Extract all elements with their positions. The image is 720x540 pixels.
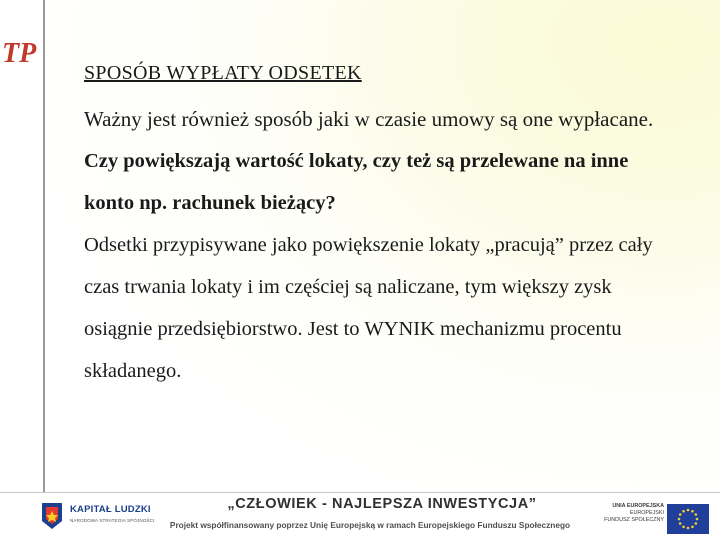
kapital-ludzki-name: KAPITAŁ LUDZKI	[70, 504, 151, 515]
eu-star	[694, 522, 697, 525]
footer-project-note: Projekt współfinansowany poprzez Unię Europejską w ramach Europejskiego Funduszu Społecznego	[169, 520, 571, 530]
tp-logo-text: TP	[2, 38, 37, 69]
eu-star	[691, 510, 694, 513]
paragraph-explanation: Odsetki przypisywane jako powiększenie lokaty „pracują” przez cały czas trwania lokaty i im częściej są naliczane, tym większy zysk osiągnie przedsiębiorstwo. Jest to WYNIK mechanizmu procentu składanego.	[84, 234, 653, 382]
paragraph-intro: Ważny jest również sposób jaki w czasie umowy są one wypłacane.	[84, 107, 654, 131]
eu-label-line3: FUNDUSZ SPOŁECZNY	[604, 517, 664, 523]
eu-star	[694, 513, 697, 516]
slide-content	[84, 56, 676, 392]
eu-label-line1: UNIA EUROPEJSKA	[612, 503, 664, 509]
eu-fund-label	[598, 503, 664, 524]
eu-flag-icon	[667, 504, 709, 534]
footer-slogan: „CZŁOWIEK - NAJLEPSZA INWESTYCJA”	[227, 496, 537, 512]
footer-bar	[0, 492, 720, 540]
eu-label-line2: EUROPEJSKI	[629, 510, 664, 516]
eu-star	[679, 522, 682, 525]
eu-star	[682, 510, 685, 513]
eu-star	[691, 525, 694, 528]
eu-star	[678, 518, 681, 521]
kapital-ludzki-subtitle: NARODOWA STRATEGIA SPÓJNOŚCI	[70, 518, 155, 523]
paragraph-question: Czy powiększają wartość lokaty, czy też są przelewane na inne konto np. rachunek bieżący?	[84, 150, 629, 214]
left-sidebar	[0, 0, 44, 492]
eu-star	[687, 527, 690, 530]
eu-star	[679, 513, 682, 516]
left-divider	[43, 0, 45, 492]
eu-star	[687, 509, 690, 512]
slide-title: SPOSÓB WYPŁATY ODSETEK	[84, 62, 362, 84]
eu-star	[696, 518, 699, 521]
tp-logo	[0, 36, 44, 70]
eu-star	[682, 525, 685, 528]
